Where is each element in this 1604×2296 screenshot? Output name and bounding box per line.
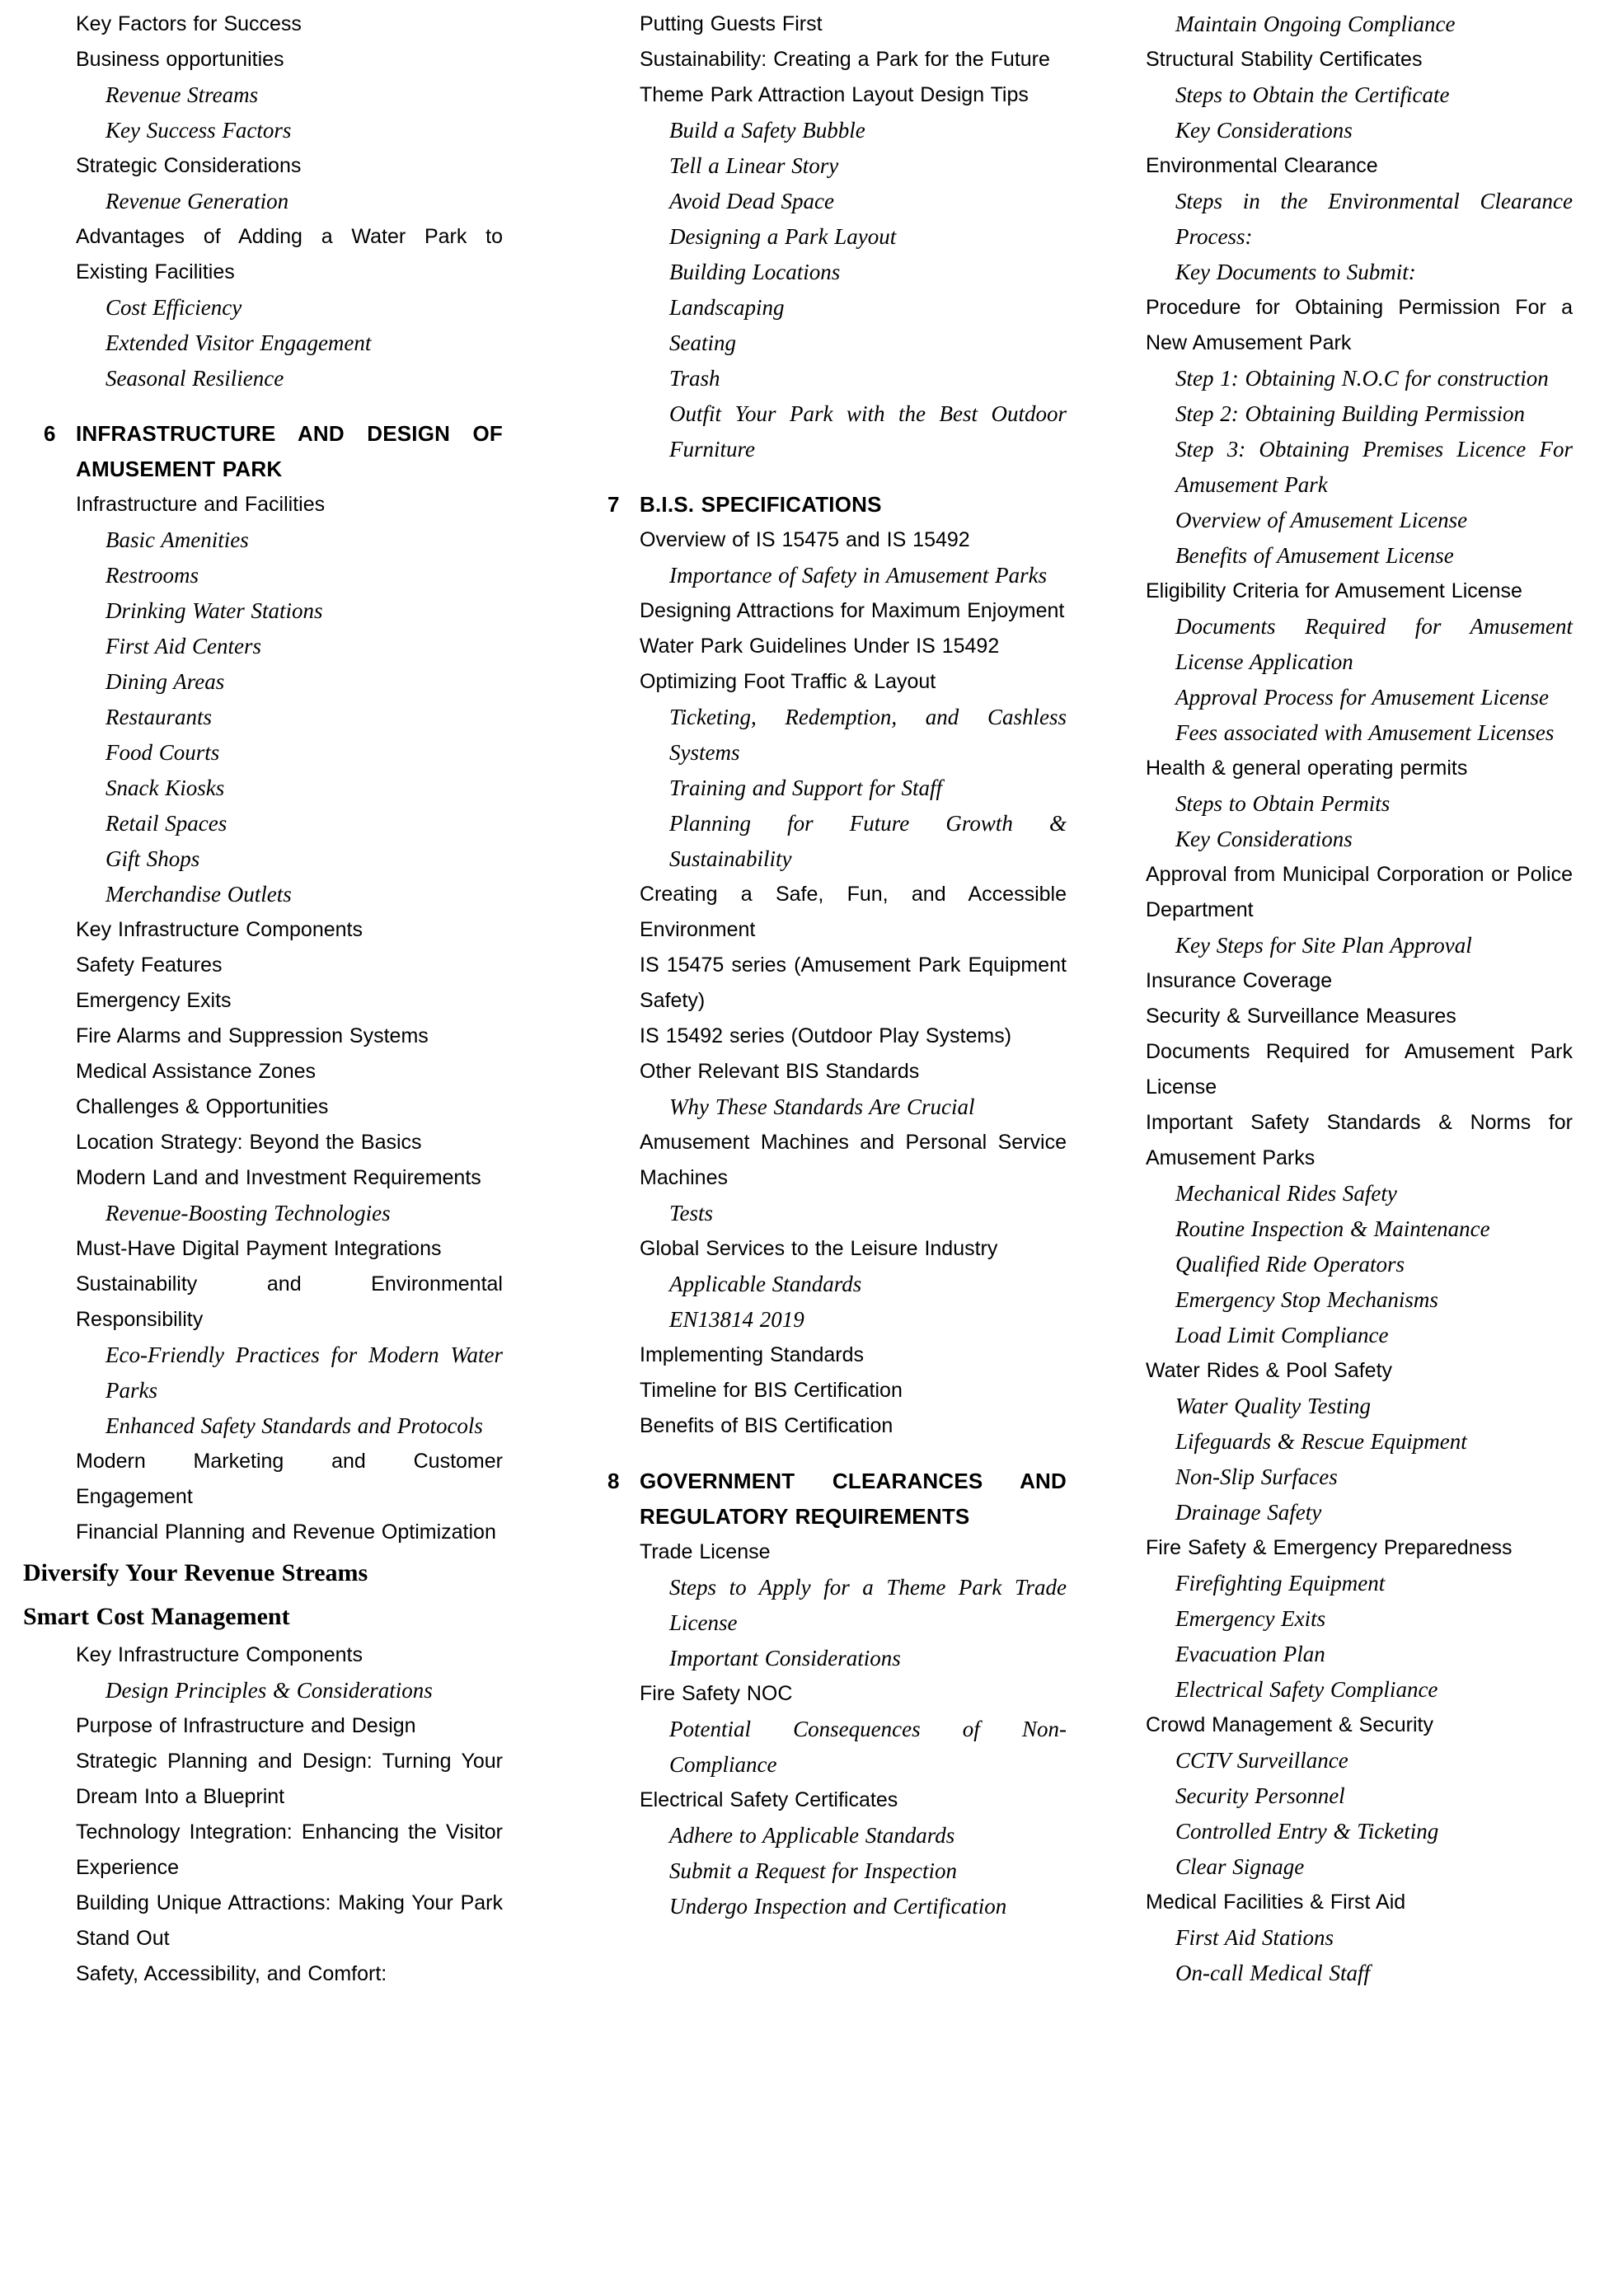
toc-entry: [1093, 255, 1573, 290]
toc-entry: [1093, 1708, 1573, 1743]
toc-entry: [587, 629, 1067, 664]
toc-entry: [23, 806, 503, 841]
toc-entry: [1093, 77, 1573, 113]
toc-entry: [23, 771, 503, 806]
toc-entry-text: INFRASTRUCTURE AND DESIGN OF AMUSEMENT PARK: [76, 421, 503, 481]
toc-entry-text: Controlled Entry & Ticketing: [1175, 1819, 1439, 1844]
toc-entry-text: First Aid Centers: [106, 634, 262, 658]
toc-entry: [1093, 396, 1573, 432]
toc-entry: [587, 1338, 1067, 1373]
toc-column-2: [587, 7, 1067, 1924]
toc-entry: [23, 361, 503, 396]
toc-entry-text: Infrastructure and Facilities: [76, 493, 326, 516]
toc-entry-text: Health & general operating permits: [1146, 757, 1468, 780]
toc-entry: [1093, 1460, 1573, 1495]
toc-entry: [587, 771, 1067, 806]
toc-entry: [23, 77, 503, 113]
toc-entry: [1093, 1176, 1573, 1211]
toc-entry-text: Basic Amenities: [106, 527, 249, 552]
toc-entry-text: Key Factors for Success: [76, 12, 302, 35]
toc-entry: [23, 1708, 503, 1744]
toc-entry-text: Strategic Considerations: [76, 154, 302, 177]
toc-entry-text: Crowd Management & Security: [1146, 1713, 1433, 1736]
toc-entry-text: Sustainability and Environmental Responsibility: [76, 1272, 503, 1331]
toc-entry: [1093, 1353, 1573, 1389]
toc-entry-text: Modern Land and Investment Requirements: [76, 1166, 481, 1189]
toc-entry-text: Key Documents to Submit:: [1175, 260, 1416, 284]
toc-entry: [587, 1853, 1067, 1889]
toc-entry: [587, 664, 1067, 700]
toc-entry-text: Enhanced Safety Standards and Protocols: [106, 1413, 483, 1438]
toc-entry: [587, 361, 1067, 396]
toc-entry: [587, 948, 1067, 1019]
toc-entry: [23, 1125, 503, 1160]
toc-entry: [587, 1196, 1067, 1231]
toc-entry: [587, 1054, 1067, 1089]
toc-entry-text: Firefighting Equipment: [1175, 1571, 1386, 1595]
toc-entry-text: Revenue Generation: [106, 189, 289, 213]
toc-entry: [23, 1089, 503, 1125]
toc-entry-text: Evacuation Plan: [1175, 1642, 1325, 1666]
toc-entry-text: Security & Surveillance Measures: [1146, 1005, 1456, 1028]
toc-entry: [587, 1535, 1067, 1570]
toc-entry: [587, 1676, 1067, 1712]
toc-entry-text: Merchandise Outlets: [106, 882, 292, 907]
toc-entry-text: Clear Signage: [1175, 1854, 1305, 1879]
toc-entry: [1093, 1282, 1573, 1318]
toc-entry: [23, 1596, 503, 1638]
toc-entry-text: Dining Areas: [106, 669, 225, 694]
toc-entry-text: Mechanical Rides Safety: [1175, 1181, 1397, 1206]
toc-entry: [23, 1886, 503, 1956]
toc-entry: [587, 522, 1067, 558]
toc-entry-text: Seating: [669, 330, 736, 355]
toc-entry-text: Designing Attractions for Maximum Enjoyment: [640, 599, 1065, 622]
toc-column-3: [1093, 7, 1573, 1991]
toc-entry-text: Implementing Standards: [640, 1343, 864, 1366]
toc-entry-text: Sustainability: Creating a Park for the Future: [640, 48, 1050, 71]
toc-entry: [1093, 1778, 1573, 1814]
toc-entry: [587, 290, 1067, 326]
toc-entry: [23, 1054, 503, 1089]
toc-entry: [1093, 113, 1573, 148]
toc-entry-text: Theme Park Attraction Layout Design Tips: [640, 83, 1029, 106]
toc-entry: [1093, 7, 1573, 42]
toc-entry-text: Retail Spaces: [106, 811, 227, 836]
toc-entry-text: Important Safety Standards & Norms for Amusement Parks: [1146, 1111, 1573, 1169]
toc-entry: [23, 1160, 503, 1196]
toc-entry-text: Key Considerations: [1175, 827, 1353, 851]
toc-entry: [23, 558, 503, 593]
toc-entry: [1093, 1211, 1573, 1247]
toc-entry: [1093, 1566, 1573, 1601]
toc-entry-text: Safety, Accessibility, and Comfort:: [76, 1962, 387, 1985]
toc-entry: [1093, 1034, 1573, 1105]
toc-entry: [587, 184, 1067, 219]
toc-entry-text: Potential Consequences of Non-Compliance: [669, 1717, 1067, 1777]
toc-entry: [587, 77, 1067, 113]
toc-entry: [587, 219, 1067, 255]
toc-entry-text: Building Unique Attractions: Making Your Park Stand Out: [76, 1891, 503, 1950]
toc-entry-text: Purpose of Infrastructure and Design: [76, 1714, 416, 1737]
toc-entry-text: Revenue Streams: [106, 82, 259, 107]
toc-chapter-entry: [587, 1464, 1067, 1535]
toc-entry-text: Approval from Municipal Corporation or Police Department: [1146, 863, 1573, 921]
toc-entry-text: Training and Support for Staff: [669, 775, 943, 800]
toc-entry-text: Food Courts: [106, 740, 220, 765]
toc-entry-text: Amusement Machines and Personal Service Machines: [640, 1131, 1067, 1189]
toc-entry-text: Eco-Friendly Practices for Modern Water Parks: [106, 1342, 503, 1403]
toc-entry: [23, 1956, 503, 1992]
toc-entry-text: Seasonal Resilience: [106, 366, 284, 391]
toc-entry-text: Drainage Safety: [1175, 1500, 1322, 1525]
toc-entry-text: Benefits of Amusement License: [1175, 543, 1454, 568]
toc-entry-text: Step 3: Obtaining Premises Licence For Amusement Park: [1175, 437, 1573, 497]
toc-entry-text: Emergency Exits: [76, 989, 232, 1012]
toc-entry: [1093, 609, 1573, 680]
toc-entry-text: Creating a Safe, Fun, and Accessible Environment: [640, 883, 1067, 941]
toc-entry-text: Eligibility Criteria for Amusement License: [1146, 579, 1522, 602]
toc-entry-text: Approval Process for Amusement License: [1175, 685, 1549, 710]
toc-entry: [1093, 680, 1573, 715]
toc-entry-text: Putting Guests First: [640, 12, 823, 35]
toc-entry: [1093, 538, 1573, 574]
toc-entry-text: Emergency Stop Mechanisms: [1175, 1287, 1438, 1312]
toc-entry-text: Overview of IS 15475 and IS 15492: [640, 528, 970, 551]
toc-entry: [1093, 1495, 1573, 1530]
toc-entry: [1093, 1814, 1573, 1849]
toc-column-1: [23, 7, 503, 1992]
toc-entry-text: Documents Required for Amusement Park License: [1146, 1040, 1573, 1099]
toc-entry: [23, 1019, 503, 1054]
toc-entry-text: Environmental Clearance: [1146, 154, 1378, 177]
toc-entry-text: Business opportunities: [76, 48, 284, 71]
toc-entry: [587, 1889, 1067, 1924]
toc-entry-text: Key Steps for Site Plan Approval: [1175, 933, 1472, 958]
toc-entry-text: Timeline for BIS Certification: [640, 1379, 903, 1402]
toc-entry: [1093, 148, 1573, 184]
toc-entry: [587, 700, 1067, 771]
toc-entry: [23, 1408, 503, 1444]
toc-entry: [23, 629, 503, 664]
toc-entry: [587, 42, 1067, 77]
toc-entry: [587, 593, 1067, 629]
toc-entry-text: Insurance Coverage: [1146, 969, 1333, 992]
toc-entry: [587, 326, 1067, 361]
toc-entry-text: Water Quality Testing: [1175, 1394, 1372, 1418]
toc-entry: [1093, 822, 1573, 857]
toc-entry: [1093, 574, 1573, 609]
toc-entry-text: Lifeguards & Rescue Equipment: [1175, 1429, 1467, 1454]
toc-entry: [23, 113, 503, 148]
toc-entry: [23, 1196, 503, 1231]
toc-entry-text: Building Locations: [669, 260, 841, 284]
toc-entry: [23, 1744, 503, 1815]
toc-entry-text: Key Infrastructure Components: [76, 918, 363, 941]
toc-entry-text: Qualified Ride Operators: [1175, 1252, 1405, 1277]
toc-entry: [587, 1019, 1067, 1054]
toc-entry-text: Diversify Your Revenue Streams: [23, 1559, 368, 1586]
toc-entry: [1093, 999, 1573, 1034]
toc-entry-text: Technology Integration: Enhancing the Visitor Experience: [76, 1820, 503, 1879]
toc-entry-text: Trash: [669, 366, 720, 391]
toc-entry: [23, 1515, 503, 1550]
toc-entry-text: Overview of Amusement License: [1175, 508, 1468, 532]
toc-entry-text: Design Principles & Considerations: [106, 1678, 433, 1703]
toc-entry: [1093, 857, 1573, 928]
toc-entry: [1093, 184, 1573, 255]
toc-entry-text: Structural Stability Certificates: [1146, 48, 1423, 71]
toc-entry-text: Maintain Ongoing Compliance: [1175, 12, 1456, 36]
toc-entry-text: Drinking Water Stations: [106, 598, 323, 623]
toc-entry-text: Procedure for Obtaining Permission For a New Amusement Park: [1146, 296, 1573, 354]
toc-entry: [1093, 928, 1573, 963]
toc-entry-text: EN13814 2019: [669, 1307, 804, 1332]
toc-entry: [1093, 1743, 1573, 1778]
toc-entry-text: Load Limit Compliance: [1175, 1323, 1389, 1347]
toc-entry: [23, 593, 503, 629]
toc-chapter-entry: [23, 416, 503, 487]
toc-entry: [587, 113, 1067, 148]
toc-entry-text: Steps to Obtain the Certificate: [1175, 82, 1450, 107]
toc-entry: [587, 1302, 1067, 1338]
toc-entry: [23, 1338, 503, 1408]
toc-entry: [23, 148, 503, 184]
toc-entry: [1093, 1637, 1573, 1672]
toc-entry-text: Steps to Apply for a Theme Park Trade License: [669, 1575, 1067, 1635]
toc-entry-text: Tell a Linear Story: [669, 153, 839, 178]
toc-entry-text: Medical Assistance Zones: [76, 1060, 317, 1083]
toc-entry: [587, 1570, 1067, 1641]
toc-entry-text: CCTV Surveillance: [1175, 1748, 1348, 1773]
toc-entry: [1093, 1885, 1573, 1920]
toc-entry-text: Planning for Future Growth & Sustainability: [669, 811, 1067, 871]
toc-entry-text: Other Relevant BIS Standards: [640, 1060, 920, 1083]
toc-entry-text: Optimizing Foot Traffic & Layout: [640, 670, 936, 693]
toc-entry-text: Benefits of BIS Certification: [640, 1414, 893, 1437]
toc-entry: [1093, 1105, 1573, 1176]
toc-entry-text: Routine Inspection & Maintenance: [1175, 1216, 1490, 1241]
toc-entry: [587, 255, 1067, 290]
toc-entry-text: Step 1: Obtaining N.O.C for construction: [1175, 366, 1549, 391]
toc-entry: [587, 7, 1067, 42]
toc-entry: [23, 290, 503, 326]
toc-entry: [23, 912, 503, 948]
toc-entry: [587, 1818, 1067, 1853]
toc-entry: [23, 219, 503, 290]
toc-entry: [1093, 361, 1573, 396]
toc-entry-text: Fire Safety & Emergency Preparedness: [1146, 1536, 1513, 1559]
toc-entry-text: Why These Standards Are Crucial: [669, 1094, 975, 1119]
toc-entry-text: Applicable Standards: [669, 1272, 862, 1296]
toc-entry: [23, 522, 503, 558]
toc-entry-text: Restrooms: [106, 563, 199, 588]
toc-entry: [23, 1231, 503, 1267]
toc-entry-text: Challenges & Opportunities: [76, 1095, 329, 1118]
toc-entry-text: Fire Alarms and Suppression Systems: [76, 1024, 429, 1047]
toc-entry-text: IS 15475 series (Amusement Park Equipment Safety): [640, 954, 1067, 1012]
toc-entry: [23, 487, 503, 522]
toc-entry: [1093, 1424, 1573, 1460]
toc-entry: [587, 1783, 1067, 1818]
toc-entry: [23, 1267, 503, 1338]
toc-entry-text: Trade License: [640, 1540, 771, 1563]
toc-entry-text: Outfit Your Park with the Best Outdoor Furniture: [669, 401, 1067, 462]
toc-entry: [23, 948, 503, 983]
toc-entry-text: Submit a Request for Inspection: [669, 1858, 957, 1883]
toc-entry-text: Extended Visitor Engagement: [106, 330, 372, 355]
toc-entry-text: Advantages of Adding a Water Park to Existing Facilities: [76, 225, 503, 283]
toc-entry: [23, 1638, 503, 1673]
toc-entry: [1093, 751, 1573, 786]
toc-entry: [1093, 290, 1573, 361]
toc-entry: [23, 1553, 503, 1594]
toc-entry: [23, 7, 503, 42]
toc-entry-text: B.I.S. SPECIFICATIONS: [640, 492, 882, 517]
toc-entry-text: Strategic Planning and Design: Turning Your Dream Into a Blueprint: [76, 1750, 503, 1808]
toc-entry-text: Step 2: Obtaining Building Permission: [1175, 401, 1525, 426]
toc-entry-text: Fees associated with Amusement Licenses: [1175, 720, 1555, 745]
toc-chapter-entry: [587, 487, 1067, 522]
toc-entry-text: Restaurants: [106, 705, 213, 729]
chapter-number: 8: [607, 1469, 620, 1493]
toc-entry: [587, 1089, 1067, 1125]
toc-entry: [1093, 503, 1573, 538]
toc-entry-text: Key Success Factors: [106, 118, 292, 143]
toc-entry-text: Revenue-Boosting Technologies: [106, 1201, 391, 1225]
toc-entry: [23, 664, 503, 700]
toc-entry: [587, 1373, 1067, 1408]
toc-entry: [1093, 715, 1573, 751]
toc-entry: [23, 700, 503, 735]
toc-entry-text: Global Services to the Leisure Industry: [640, 1237, 998, 1260]
toc-entry: [587, 396, 1067, 467]
toc-entry: [23, 184, 503, 219]
toc-entry: [23, 841, 503, 877]
toc-entry: [1093, 1247, 1573, 1282]
chapter-number: 7: [607, 492, 620, 517]
toc-entry: [587, 148, 1067, 184]
toc-entry: [1093, 432, 1573, 503]
toc-entry: [1093, 1318, 1573, 1353]
toc-entry: [587, 877, 1067, 948]
toc-entry-text: Key Infrastructure Components: [76, 1643, 363, 1666]
toc-entry-text: On-call Medical Staff: [1175, 1961, 1370, 1985]
toc-entry: [1093, 42, 1573, 77]
toc-entry-text: Tests: [669, 1201, 714, 1225]
toc-entry-text: Documents Required for Amusement License Application: [1175, 614, 1573, 674]
toc-entry-text: Steps in the Environmental Clearance Process:: [1175, 189, 1573, 249]
toc-entry: [1093, 963, 1573, 999]
toc-entry-text: Medical Facilities & First Aid: [1146, 1891, 1406, 1914]
toc-entry: [1093, 1672, 1573, 1708]
toc-entry-text: GOVERNMENT CLEARANCES AND REGULATORY REQUIREMENTS: [640, 1469, 1067, 1529]
toc-entry-text: Ticketing, Redemption, and Cashless Systems: [669, 705, 1067, 765]
toc-entry-text: Important Considerations: [669, 1646, 901, 1670]
toc-entry-text: Designing a Park Layout: [669, 224, 897, 249]
toc-entry-text: Importance of Safety in Amusement Parks: [669, 563, 1048, 588]
toc-entry-text: Location Strategy: Beyond the Basics: [76, 1131, 422, 1154]
toc-entry-text: Fire Safety NOC: [640, 1682, 793, 1705]
toc-entry: [1093, 1389, 1573, 1424]
toc-entry-text: Landscaping: [669, 295, 785, 320]
toc-entry-text: Adhere to Applicable Standards: [669, 1823, 955, 1848]
toc-entry-text: Security Personnel: [1175, 1783, 1345, 1808]
toc-entry: [23, 1444, 503, 1515]
toc-entry: [1093, 1849, 1573, 1885]
toc-entry-text: Undergo Inspection and Certification: [669, 1894, 1007, 1919]
toc-entry-text: Snack Kiosks: [106, 775, 225, 800]
toc-entry-text: Gift Shops: [106, 846, 200, 871]
toc-entry-text: Modern Marketing and Customer Engagement: [76, 1450, 503, 1508]
toc-entry: [23, 42, 503, 77]
toc-entry: [23, 877, 503, 912]
toc-entry-text: Safety Features: [76, 954, 223, 977]
toc-entry: [1093, 1956, 1573, 1991]
toc-entry-text: Non-Slip Surfaces: [1175, 1464, 1338, 1489]
chapter-number: 6: [44, 421, 56, 446]
toc-entry: [1093, 1530, 1573, 1566]
toc-entry-text: Water Rides & Pool Safety: [1146, 1359, 1393, 1382]
toc-entry-text: Electrical Safety Compliance: [1175, 1677, 1438, 1702]
toc-entry-text: Avoid Dead Space: [669, 189, 834, 213]
toc-entry: [587, 1267, 1067, 1302]
toc-entry: [587, 1231, 1067, 1267]
toc-entry-text: Cost Efficiency: [106, 295, 242, 320]
toc-entry-text: Steps to Obtain Permits: [1175, 791, 1391, 816]
toc-entry: [587, 1408, 1067, 1444]
toc-entry: [1093, 1601, 1573, 1637]
toc-entry-text: Emergency Exits: [1175, 1606, 1326, 1631]
toc-entry: [23, 735, 503, 771]
toc-entry: [587, 558, 1067, 593]
toc-entry-text: Smart Cost Management: [23, 1603, 290, 1630]
toc-entry-text: Water Park Guidelines Under IS 15492: [640, 635, 1000, 658]
toc-entry-text: Key Considerations: [1175, 118, 1353, 143]
toc-entry: [23, 1673, 503, 1708]
toc-entry: [23, 983, 503, 1019]
toc-entry-text: Must-Have Digital Payment Integrations: [76, 1237, 442, 1260]
toc-entry-text: Build a Safety Bubble: [669, 118, 865, 143]
toc-entry: [587, 806, 1067, 877]
toc-entry: [587, 1125, 1067, 1196]
toc-entry: [1093, 1920, 1573, 1956]
toc-entry-text: Financial Planning and Revenue Optimization: [76, 1521, 496, 1544]
toc-entry-text: Electrical Safety Certificates: [640, 1788, 898, 1811]
toc-entry: [1093, 786, 1573, 822]
toc-entry: [587, 1641, 1067, 1676]
toc-entry-text: IS 15492 series (Outdoor Play Systems): [640, 1024, 1012, 1047]
toc-entry: [23, 1815, 503, 1886]
toc-entry: [23, 326, 503, 361]
toc-entry-text: First Aid Stations: [1175, 1925, 1334, 1950]
toc-entry: [587, 1712, 1067, 1783]
